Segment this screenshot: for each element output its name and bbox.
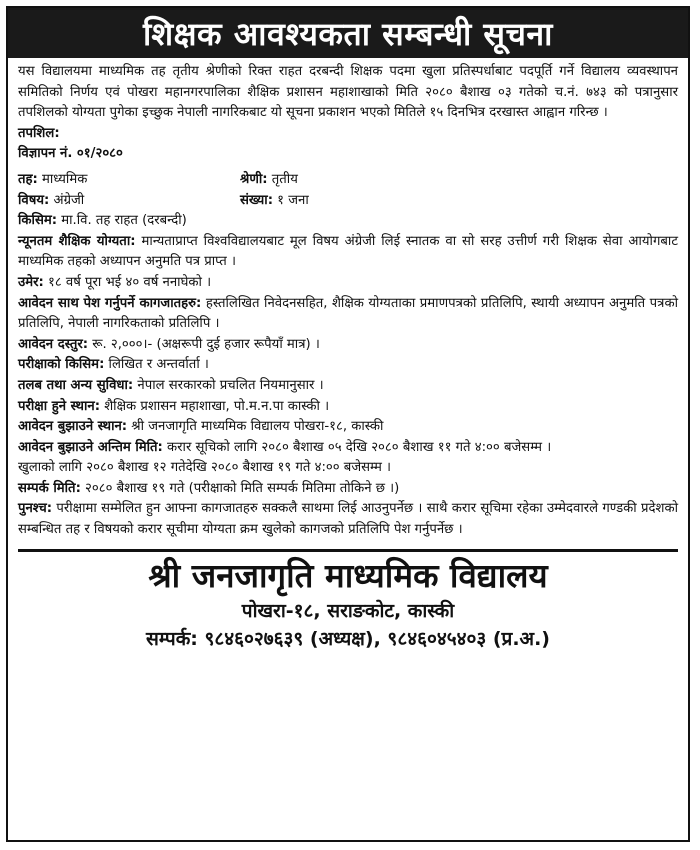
qualification-label: न्यूनतम शैक्षिक योग्यता: (18, 233, 136, 249)
exam-venue-row (18, 397, 678, 418)
level-value: माध्यमिक (42, 171, 88, 187)
type-row (18, 211, 678, 232)
salary-value: नेपाल सरकारको प्रचलित नियमानुसार । (137, 377, 324, 393)
salary-label: तलब तथा अन्य सुविधा: (18, 377, 134, 393)
fee-value: रू. २,०००।- (अक्षरूपी दुई हजार रूपैयाँ मात्र) । (92, 336, 320, 352)
footer-divider (18, 549, 678, 552)
exam-venue-value: शैक्षिक प्रशासन महाशाखा, पो.म.न.पा कास्की । (104, 398, 330, 414)
notice-card (6, 6, 690, 842)
exam-type-row (18, 355, 678, 376)
type-value: मा.वि. तह राहत (दरबन्दी) (61, 213, 187, 229)
category-value: तृतीय (271, 171, 298, 187)
postscript-label: पुनश्च: (18, 501, 53, 517)
qualification-value: मान्यताप्राप्त विश्वविद्यालयबाट मूल विषय अंग्रेजी लिई स्नातक वा सो सरह उत्तीर्ण गरी शिक्षक सेवा आयोगबाट माध्यमिक तहको अध्यापन अनुमति पत्र प्राप्त । (18, 233, 678, 270)
tapsil-heading: तपशिल: (18, 125, 60, 141)
age-value: १८ वर्ष पूरा भई ४० वर्ष ननाघेको । (47, 274, 212, 290)
school-address: पोखरा-१८, सराङकोट, कास्की (241, 599, 455, 622)
school-contact (8, 624, 688, 654)
postscript-value: परीक्षामा सम्मेलित हुन आफ्ना कागजातहरु सक्कलै साथमा लिई आउनुपर्नेछ । साथै करार सूचिमा रहेका उम्मेदवारले गण्डकी प्रदेशको सम्बन्धित तह र विषयको करार सूचीमा योग्यता क्रम खुलेको कागजको प्रतिलिपि पेश गर्नुपर्नेछ । (18, 501, 678, 538)
documents-row (18, 294, 678, 335)
advertisement-number: विज्ञापन नं. ०१/२०८० (18, 146, 123, 162)
school-name: श्री जनजागृति माध्यमिक विद्यालय (148, 555, 548, 595)
deadline-label: आवेदन बुझाउने अन्तिम मिति: (18, 439, 163, 455)
subject-count-row (18, 191, 678, 212)
open-deadline-text: खुलाको लागि २०८० बैशाख १२ गतेदेखि २०८० बैशाख १९ गते ४:०० बजेसम्म । (18, 460, 392, 476)
exam-type-label: परीक्षाको किसिम: (18, 357, 105, 373)
notice-body (8, 58, 688, 541)
salary-row (18, 376, 678, 397)
subject-label: विषय: (18, 192, 50, 208)
contact-date-label: सम्पर्क मिति: (18, 480, 81, 496)
submission-place-value: श्री जनजागृति माध्यमिक विद्यालय पोखरा-१८, कास्की (131, 419, 384, 435)
fee-row (18, 335, 678, 356)
submission-place-label: आवेदन बुझाउने स्थान: (18, 419, 128, 435)
level-label: तह: (18, 171, 38, 187)
level-category-row (18, 170, 678, 191)
subject-value: अंग्रेजी (53, 192, 85, 208)
qualification-row (18, 232, 678, 273)
documents-label: आवेदन साथ पेश गर्नुपर्ने कागजातहरु: (18, 295, 202, 311)
fee-label: आवेदन दस्तुर: (18, 336, 89, 352)
notice-title: शिक्षक आवश्यकता सम्बन्धी सूचना (8, 8, 688, 58)
count-label: संख्या: (240, 192, 273, 208)
contact-label: सम्पर्क: (146, 627, 198, 650)
exam-venue-label: परीक्षा हुने स्थान: (18, 398, 100, 414)
deadline-row (18, 438, 678, 459)
deadline-value: करार सूचिको लागि २०८० बैशाख ०५ देखि २०८० बैशाख ११ गते ४:०० बजेसम्म । (167, 439, 552, 455)
submission-place-row (18, 417, 678, 438)
contact-date-row (18, 479, 678, 500)
type-label: किसिम: (18, 213, 58, 229)
documents-value: हस्तलिखित निवेदनसहित, शैक्षिक योग्यताका प्रमाणपत्रको प्रतिलिपि, स्थायी अध्यापन अनुमति पत्रको प्रतिलिपि, नेपाली नागरिकताको प्रतिलिपि । (18, 295, 678, 332)
count-value: १ जना (277, 192, 309, 208)
contact-numbers: ९८४६०२७६३९ (अध्यक्ष), ९८४६०४५४०३ (प्र.अ.) (204, 627, 550, 650)
contact-date-value: २०८० बैशाख १९ गते (परीक्षाको मिति सम्पर्क मितिमा तोकिने छ ।) (85, 480, 400, 496)
age-label: उमेर: (18, 274, 44, 290)
category-label: श्रेणी: (240, 171, 268, 187)
exam-type-value: लिखित र अन्तर्वार्ता । (108, 357, 209, 373)
age-row (18, 273, 678, 294)
intro-paragraph: यस विद्यालयमा माध्यमिक तह तृतीय श्रेणीको रिक्त राहत दरबन्दी शिक्षक पदमा खुला प्रतिस्पर्धाबाट पदपूर्ति गर्ने विद्यालय व्यवस्थापन समितिको निर्णय एवं पोखरा महानगरपालिका शैक्षिक प्रशासन महाशाखाको मिति २०८० बैशाख ०३ गतेको च.नं. ७४३ को पत्रानुसार तपशिलको योग्यता पुगेका इच्छुक नेपाली नागरिकबाट यो सूचना प्रकाशन भएको मितिले १५ दिनभित्र दरखास्त आह्वान गरिन्छ । (18, 64, 678, 121)
postscript-row (18, 499, 678, 540)
